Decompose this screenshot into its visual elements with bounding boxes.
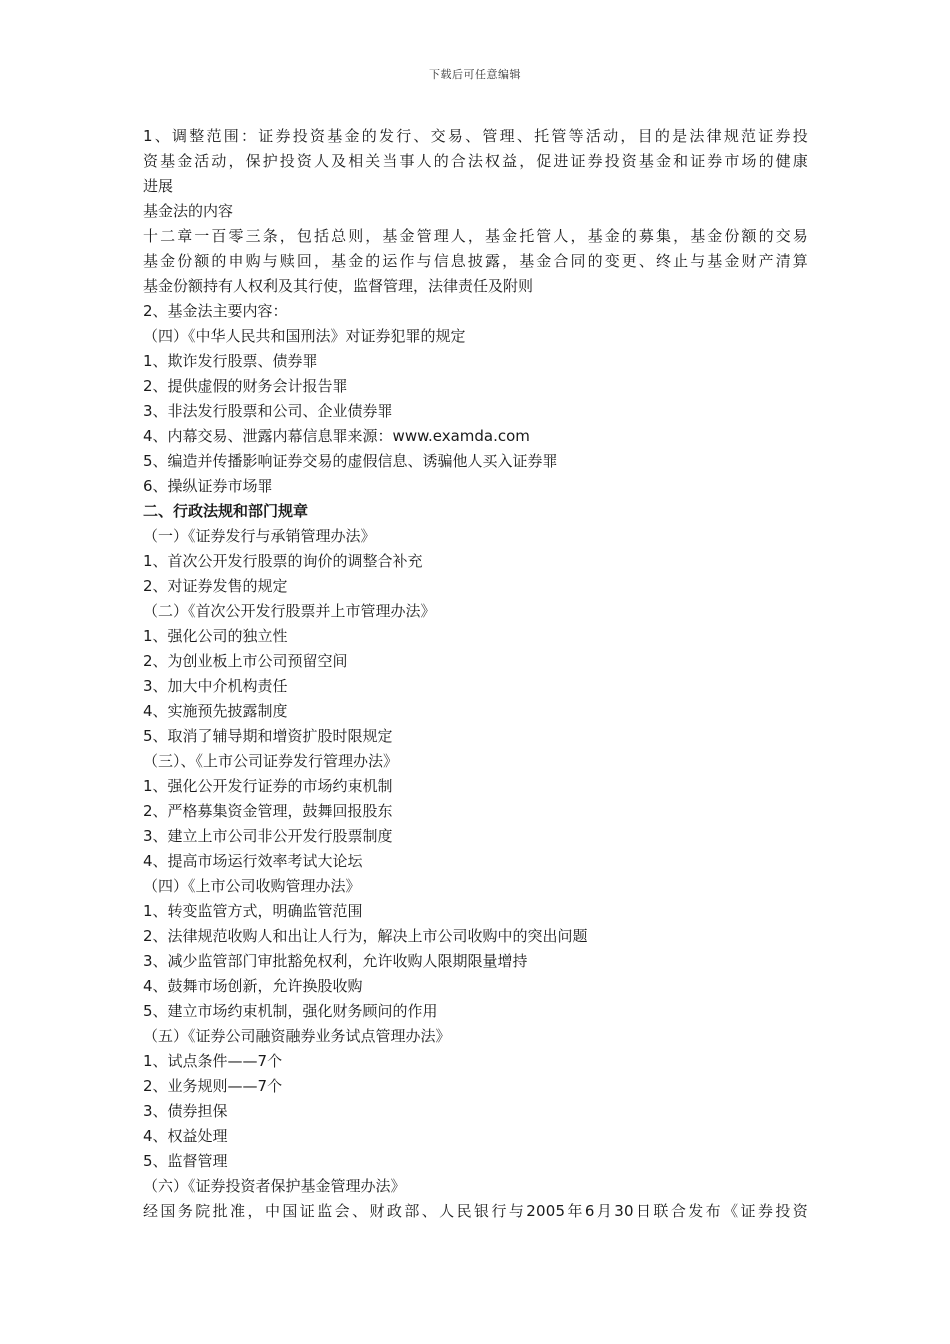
list-item: 3、非法发行股票和公司、企业债券罪 — [143, 402, 393, 420]
list-item: 5、监督管理 — [143, 1152, 228, 1170]
text-line: 十二章一百零三条，包括总则，基金管理人，基金托管人，基金的募集，基金份额的交易 — [143, 227, 808, 245]
list-item: 5、取消了辅导期和增资扩股时限规定 — [143, 727, 393, 745]
text-line: 资基金活动，保护投资人及相关当事人的合法权益，促进证券投资基金和证券市场的健康 — [143, 152, 808, 170]
list-item: 3、加大中介机构责任 — [143, 677, 288, 695]
list-item: 2、业务规则——7个 — [143, 1077, 283, 1095]
list-item: 3、减少监管部门审批豁免权利，允许收购人限期限量增持 — [143, 952, 528, 970]
subsection-heading: （五）《证券公司融资融券业务试点管理办法》 — [143, 1027, 451, 1045]
list-item: 2、对证券发售的规定 — [143, 577, 288, 595]
list-item: 2、严格募集资金管理，鼓舞回报股东 — [143, 802, 393, 820]
text-line: 经国务院批准，中国证监会、财政部、人民银行与2005年6月30日联合发布《证券投资 — [143, 1202, 808, 1220]
list-item: 3、债券担保 — [143, 1102, 228, 1120]
list-item: 2、为创业板上市公司预留空间 — [143, 652, 348, 670]
list-item: 2、法律规范收购人和出让人行为，解决上市公司收购中的突出问题 — [143, 927, 588, 945]
subsection-heading: （四）《中华人民共和国刑法》对证券犯罪的规定 — [143, 327, 466, 345]
text-line: 进展 — [143, 177, 174, 195]
document-body — [143, 124, 808, 1224]
text-line: 基金份额持有人权利及其行使，监督管理，法律责任及附则 — [143, 277, 534, 295]
subsection-heading: （六）《证券投资者保护基金管理办法》 — [143, 1177, 406, 1195]
list-item: 1、转变监管方式，明确监管范围 — [143, 902, 363, 920]
section-heading: 基金法的内容 — [143, 202, 234, 220]
text-line: 基金份额的申购与赎回，基金的运作与信息披露，基金合同的变更、终止与基金财产清算 — [143, 252, 808, 270]
subsection-heading: （四）《上市公司收购管理办法》 — [143, 877, 361, 895]
list-item: 4、内幕交易、泄露内幕信息罪来源：www.examda.com — [143, 427, 530, 445]
list-item: 1、强化公司的独立性 — [143, 627, 288, 645]
list-item: 2、提供虚假的财务会计报告罪 — [143, 377, 348, 395]
list-item: 4、提高市场运行效率考试大论坛 — [143, 852, 363, 870]
text-line: 1、调整范围：证券投资基金的发行、交易、管理、托管等活动，目的是法律规范证券投 — [143, 127, 808, 145]
list-item: 1、试点条件——7个 — [143, 1052, 283, 1070]
list-item: 3、建立上市公司非公开发行股票制度 — [143, 827, 393, 845]
list-item: 2、基金法主要内容： — [143, 302, 288, 320]
list-item: 4、实施预先披露制度 — [143, 702, 288, 720]
section-heading: 二、行政法规和部门规章 — [143, 502, 309, 520]
list-item: 4、权益处理 — [143, 1127, 228, 1145]
subsection-heading: （二）《首次公开发行股票并上市管理办法》 — [143, 602, 436, 620]
list-item: 1、首次公开发行股票的询价的调整合补充 — [143, 552, 423, 570]
list-item: 4、鼓舞市场创新，允许换股收购 — [143, 977, 363, 995]
list-item: 5、编造并传播影响证券交易的虚假信息、诱骗他人买入证券罪 — [143, 452, 558, 470]
page-header: 下载后可任意编辑 — [429, 68, 521, 81]
list-item: 6、操纵证券市场罪 — [143, 477, 273, 495]
list-item: 5、建立市场约束机制，强化财务顾问的作用 — [143, 1002, 438, 1020]
list-item: 1、强化公开发行证券的市场约束机制 — [143, 777, 393, 795]
list-item: 1、欺诈发行股票、债券罪 — [143, 352, 318, 370]
subsection-heading: （一）《证券发行与承销管理办法》 — [143, 527, 376, 545]
subsection-heading: （三）、《上市公司证券发行管理办法》 — [143, 752, 399, 770]
